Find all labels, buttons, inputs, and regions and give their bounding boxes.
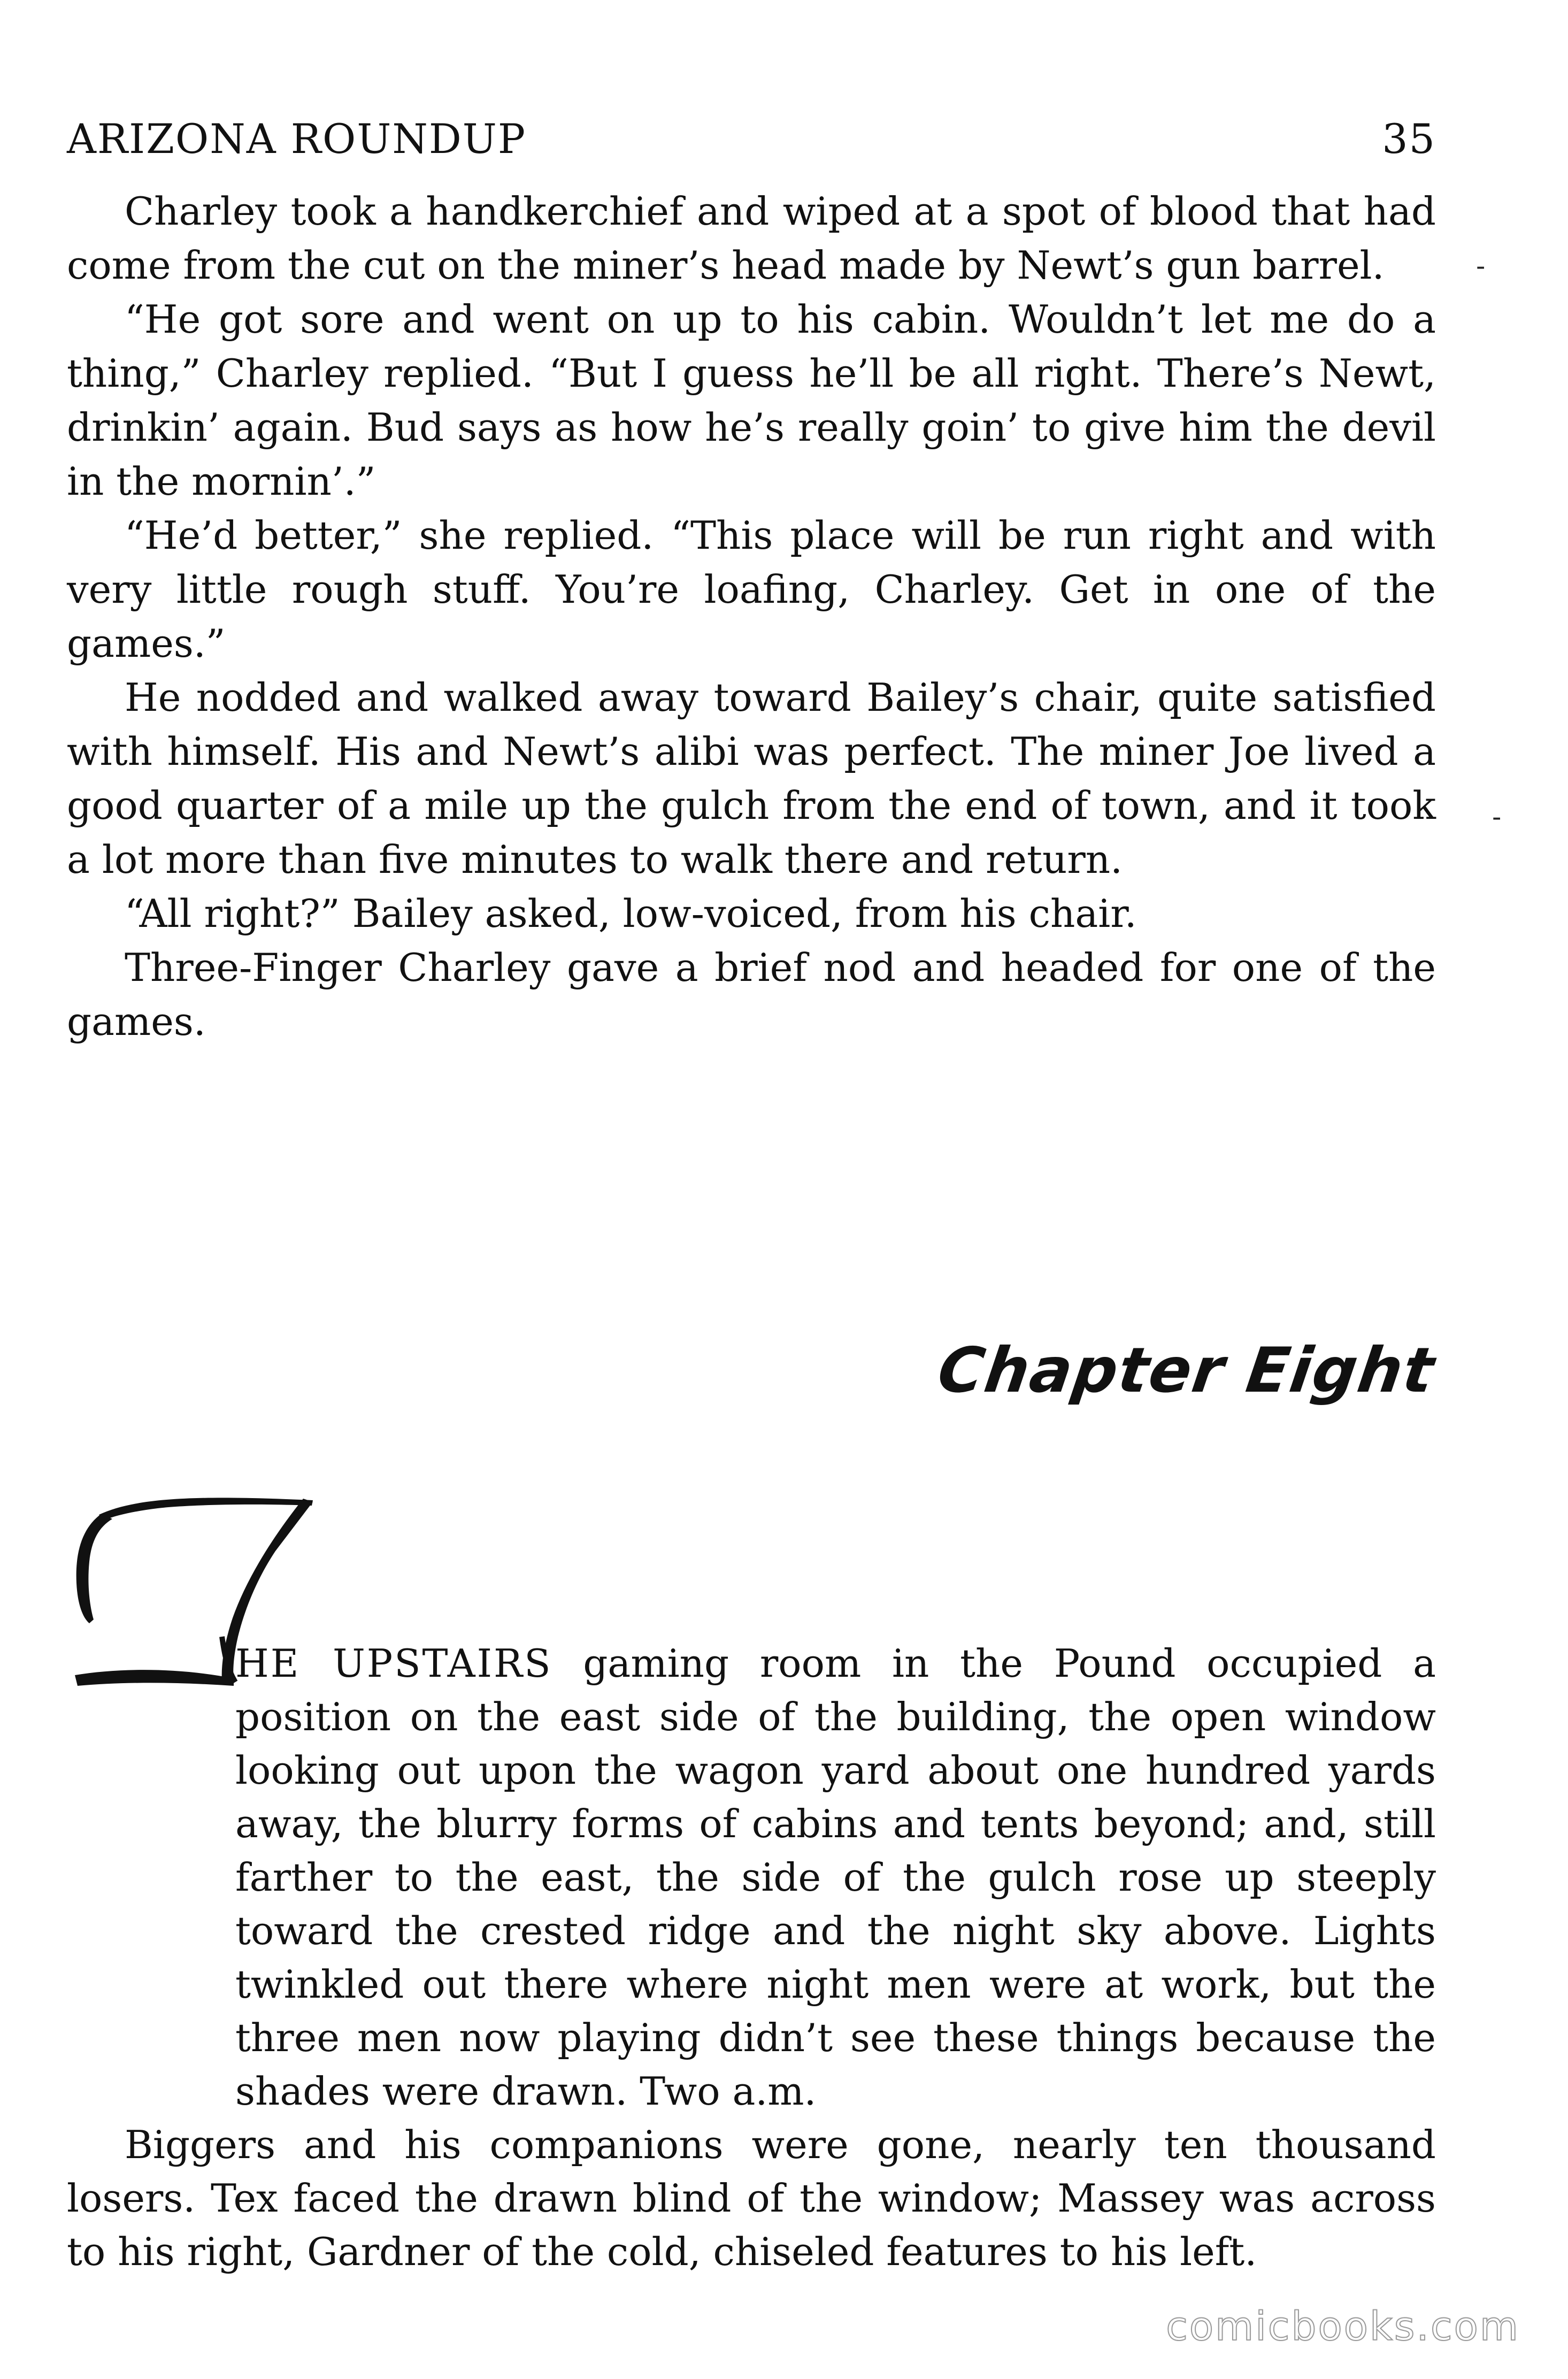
chapter-body	[67, 1637, 1436, 2278]
watermark: comicbooks.com	[1166, 2304, 1520, 2350]
paragraph: Biggers and his companions were gone, nearly ten thousand losers. Tex faced the drawn blind of the window; Massey was across to his right, Gardner of the cold, chiseled features to his left.	[67, 2122, 1436, 2274]
running-title: ARIZONA ROUNDUP	[67, 115, 526, 163]
chapter-opening-paragraph	[67, 1637, 1436, 2118]
margin-tick-mark: -	[1492, 802, 1502, 832]
paragraph: Three-Finger Charley gave a brief nod and headed for one of the games.	[67, 945, 1436, 1044]
lead-caps: HE UPSTAIRS	[235, 1641, 552, 1686]
paragraph: “All right?” Bailey asked, low-voiced, from his chair.	[125, 891, 1137, 936]
margin-tick-mark: -	[1476, 251, 1486, 281]
chapter-heading: Chapter Eight	[933, 1334, 1440, 1407]
body-text	[67, 185, 1436, 1049]
paragraph: “He’d better,” she replied. “This place will be run right and with very little rough stuff. You’re loafing, Charley. Get in one of the games.”	[67, 513, 1436, 666]
paragraph: Charley took a handkerchief and wiped at a spot of blood that had come from the cut on the miner’s head made by Newt’s gun barrel.	[67, 189, 1436, 288]
page-number: 35	[1382, 115, 1436, 163]
paragraph: He nodded and walked away toward Bailey’s chair, quite satisfied with himself. His and Newt’s alibi was perfect. The miner Joe lived a good quarter of a mile up the gulch from the end of town, and it took a lot more than five minutes to walk there and return.	[67, 675, 1436, 882]
running-head	[67, 110, 1436, 168]
paragraph: “He got sore and went on up to his cabin. Wouldn’t let me do a thing,” Charley replied. “But I guess he’ll be all right. There’s Newt, drinkin’ again. Bud says as how he’s really goin’ to give him the devil in the mornin’.”	[67, 297, 1436, 504]
lead-text: gaming room in the Pound occupied a position on the east side of the building, the open window looking out upon the wagon yard about one hundred yards away, the blurry forms of cabins and tents beyond; and, still farther to the east, the side of the gulch rose up steeply toward the crested ridge and the night sky above. Lights twinkled out there where night men were at work, but the three men now playing didn’t see these things because the shades were drawn. Two a.m.	[235, 1641, 1436, 2114]
